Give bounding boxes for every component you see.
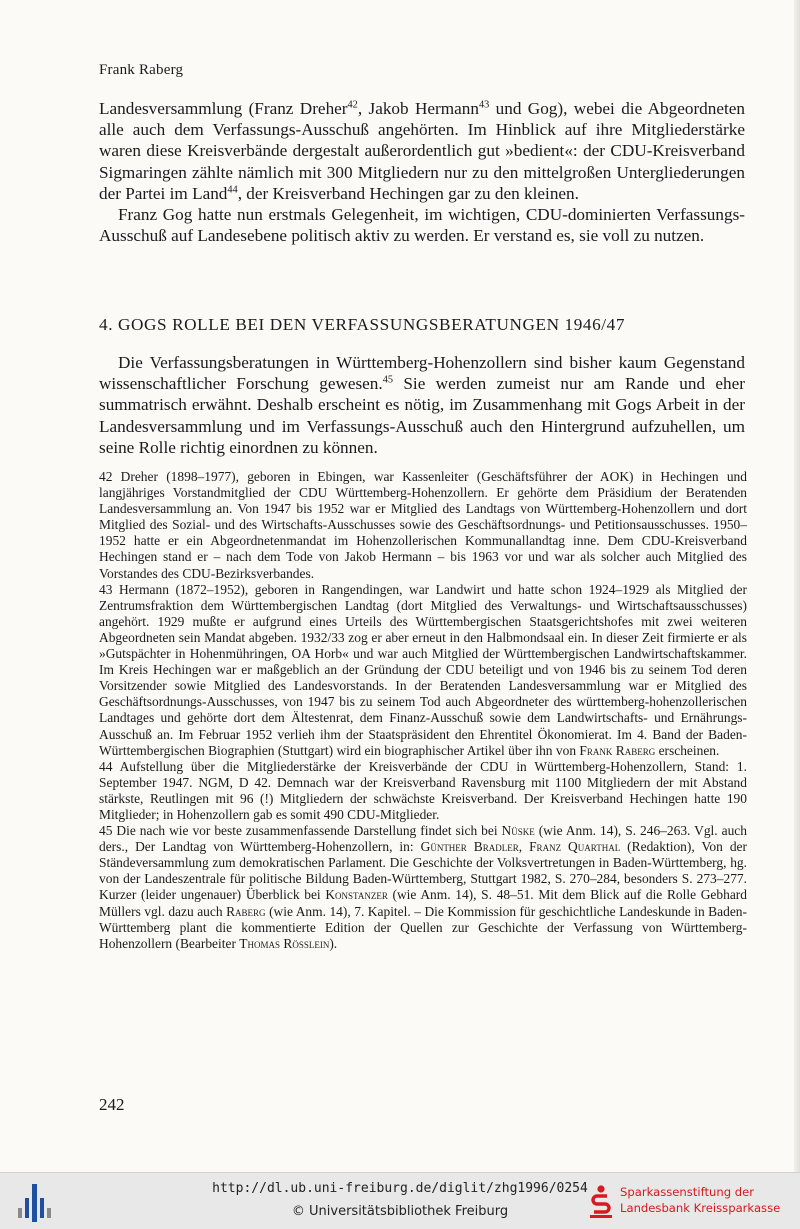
sparkasse-logo-icon <box>590 1184 612 1218</box>
footnote-ref-42[interactable]: 42 <box>347 99 358 111</box>
sponsor-text: Sparkassenstiftung der Landesbank Kreissparkasse <box>620 1185 781 1215</box>
paragraph-3: Die Verfassungsberatungen in Württemberg-Hohenzollern sind bisher kaum Gegenstand wissenschaftlicher Forschung gewesen.$^{45}$ Sie werden zumeist nur am Rande und eher summatrisch erwähnt. Deshalb erscheint es nötig, im Zusammenhang mit Gogs Arbeit in der Landesversammlung und im Verfassungs-Ausschuß auch den Hintergrund aufzuhellen, um seine Rolle richtig einordnen zu können. <box>99 353 745 457</box>
page-number: 242 <box>99 1095 125 1114</box>
copyright-notice: © Universitätsbibliothek Freiburg <box>291 1204 509 1219</box>
footnote-45: 45 Die nach wie vor beste zusammenfassende Darstellung findet sich bei Nüske (wie Anm. 14), S. 246–263. Vgl. auch ders., Der Landtag von Württemberg-Hohenzollern, in: Günther Bradler, Franz Quarthal (Redaktion), Von der Ständeversammlung zum demokratischen Parlament. Die Geschichte der Volksvertretungen in Baden-Württemberg, hg. von der Landeszentrale für politische Bildung Baden-Württemberg, Stuttgart 1982, S. 270–284, besonders S. 273–277. Kurzer (leider ungenauer) Überblick bei Konstanzer (wie Anm. 14), S. 48–51. Mit dem Blick auf die Rolle Gebhard Müllers vgl. dazu auch Raberg (wie Anm. 14), 7. Kapitel. – Die Kommission für geschichtliche Landeskunde in Baden-Württemberg plant die kommentierte Edition der Quellen zur Geschichte der Verfassung von Württemberg-Hohenzollern (Bearbeiter Thomas Rösslein). <box>99 823 748 951</box>
section-heading: 4. GOGS ROLLE BEI DEN VERFASSUNGSBERATUNGEN 1946/47 <box>99 315 626 334</box>
section-body <box>99 352 745 458</box>
permalink-url[interactable]: http://dl.ub.uni-freiburg.de/diglit/zhg1996/0254 <box>212 1181 588 1196</box>
body-text <box>99 98 745 246</box>
paragraph-2: Franz Gog hatte nun erstmals Gelegenheit, im wichtigen, CDU-dominierten Verfassungs-Ausschuß auf Landesebene politisch aktiv zu werden. Er verstand es, sie voll zu nutzen. <box>99 205 745 246</box>
sponsor-block[interactable] <box>590 1182 800 1222</box>
footnotes <box>99 469 747 952</box>
footnote-ref-45[interactable]: 45 <box>382 374 394 386</box>
footnote-44: 44 Aufstellung über die Mitgliederstärke der Kreisverbände der CDU in Württemberg-Hohenzollern, Stand: 1. September 1947. NGM, D 42. Demnach war der Kreisverband Ravensburg mit 1100 Mitgliedern der mit Abstand stärkste, Reutlingen mit 96 (!) Mitgliedern der schwächste Kreisverband. Der Kreisverband Hechingen hatte 190 Mitglieder; in Hohenzollern gab es somit 490 CDU-Mitglieder. <box>99 758 747 822</box>
running-head: Frank Raberg <box>99 62 184 78</box>
footnote-ref-43[interactable]: 43 <box>478 99 490 111</box>
footnote-43: 43 Hermann (1872–1952), geboren in Rangendingen, war Landwirt und hatte schon 1924–1929 als Mitglied der Zentrumsfraktion dem Württembergischen Landtag (dort Mitglied des Verwaltungs- und Wirtschaftsausschusses) angehört. 1929 mußte er aufgrund eines Urteils des Württembergischen Staatsgerichtshofes mit zwei weiteren Abgeordneten sein Mandat abgeben. 1932/33 zog er aber erneut in den Halbmondsaal ein. In dieser Zeit firmierte er als »Gutspächter in Hohenmühringen, OA Horb« und war auch Mitglied der Württembergischen Landwirtschaftskammer. Im Kreis Hechingen war er maßgeblich an der Gründung der CDU beteiligt und von 1946 bis zu seinem Tod deren Vorsitzender sowie Mitglied des Landesvorstands. In der Beratenden Landesversammlung war er Mitglied des Geschäftsordnungs-Ausschusses, von 1947 bis zu seinem Tod auch Abgeordneter des württemberg-hohenzollerischen Landtages und gehörte dort dem Ältestenrat, dem Finanz-Ausschuß sowie dem Landwirtschafts- und Ernährungs-Ausschuß an. Im Februar 1952 verlieh ihm der Staatspräsident den Ehrentitel Ökonomierat. Im 4. Band der Baden-Württembergischen Biographien (Stuttgart) wird ein biographischer Artikel über ihn von Frank Raberg erscheinen. <box>99 581 747 758</box>
paragraph-1: Landesversammlung (Franz Dreher$^{42}$, Jakob Hermann$^{43}$ und Gog), webei die Abgeordneten alle auch dem Verfassungs-Ausschuß angehörten. Im Hinblick auf ihre Mitgliederstärke waren diese Kreisverbände dergestalt außerordentlich gut »bedient«: der CDU-Kreisverband Sigmaringen zählte nämlich mit 300 Mitgliedern nur zu den mittelgroßen Untergliederungen der Partei im Land$^{44}$, der Kreisverband Hechingen gar zu den kleinen. <box>99 99 745 203</box>
footnote-42: 42 Dreher (1898–1977), geboren in Ebingen, war Kassenleiter (Geschäftsführer der AOK) in Hechingen und langjähriges Vorstandmitglied der CDU Württemberg-Hohenzollern. Er gehörte dem Präsidium der Beratenden Landesversammlung an. Von 1947 bis 1952 war er Mitglied des Landtags von Württemberg-Hohenzollern und dort Mitglied des Sozial- und des Wirtschafts-Ausschusses sowie des Geschäftsordnungs- und Petitionsausschusses. 1950–1952 hatte er ein Abgeordnetenmandat im Hohenzollerischen Kommunallandtag inne. Dem CDU-Kreisverband Hechingen stand er – nach dem Tode von Jakob Hermann – bis 1963 vor und war als solcher auch Mitglied des Vorstandes des CDU-Bezirksverbandes. <box>99 469 747 581</box>
footnote-ref-44[interactable]: 44 <box>227 184 238 196</box>
viewer-footer <box>0 1172 800 1229</box>
